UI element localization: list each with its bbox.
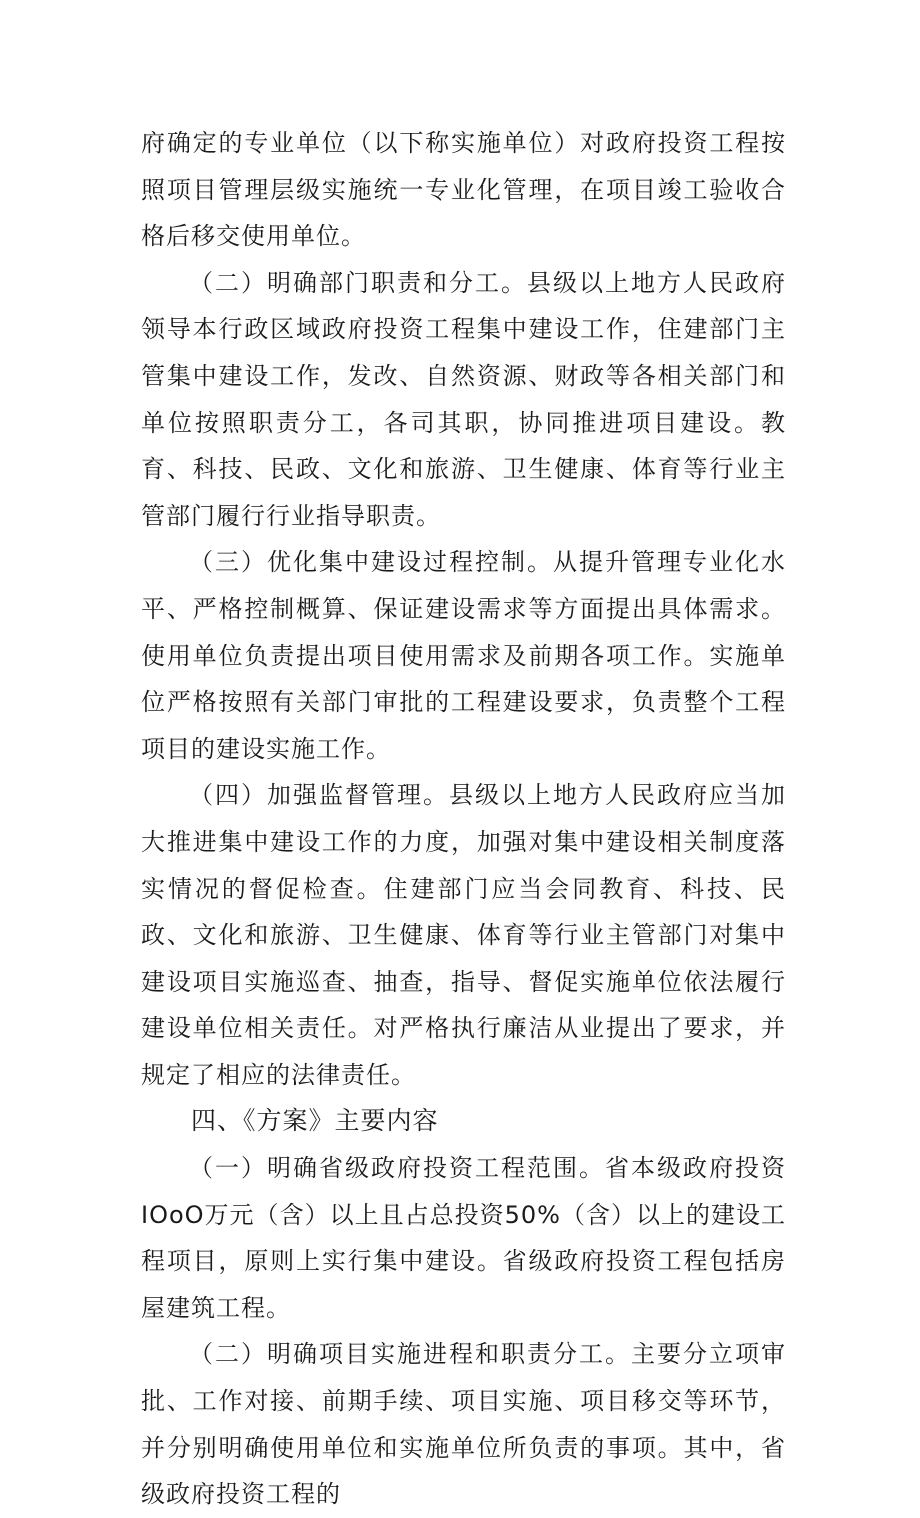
document-body	[141, 120, 786, 1518]
paragraph-continuation: 府确定的专业单位（以下称实施单位）对政府投资工程按照项目管理层级实施统一专业化管理，在项目竣工验收合格后移交使用单位。	[141, 129, 786, 251]
paragraph-process-control: （三）优化集中建设过程控制。从提升管理专业化水平、严格控制概算、保证建设需求等方面提出具体需求。使用单位负责提出项目使用需求及前期各项工作。实施单位严格按照有关部门审批的工程建设要求，负责整个工程项目的建设实施工作。	[141, 548, 786, 763]
section-heading: 四、《方案》主要内容	[191, 1106, 439, 1136]
paragraph-supervision: （四）加强监督管理。县级以上地方人民政府应当加大推进集中建设工作的力度，加强对集中建设相关制度落实情况的督促检查。住建部门应当会同教育、科技、民政、文化和旅游、卫生健康、体育等行业主管部门对集中建设项目实施巡查、抽查，指导、督促实施单位依法履行建设单位相关责任。对严格执行廉洁从业提出了要求，并规定了相应的法律责任。	[141, 781, 786, 1089]
paragraph-scope: （一）明确省级政府投资工程范围。省本级政府投资IOoO万元（含）以上且占总投资50%（含）以上的建设工程项目，原则上实行集中建设。省级政府投资工程包括房屋建筑工程。	[141, 1154, 786, 1322]
paragraph-implementation: （二）明确项目实施进程和职责分工。主要分立项审批、工作对接、前期手续、项目实施、项目移交等环节，并分别明确使用单位和实施单位所负责的事项。其中，省级政府投资工程的	[141, 1340, 786, 1509]
paragraph-department-duties: （二）明确部门职责和分工。县级以上地方人民政府领导本行政区域政府投资工程集中建设工作，住建部门主管集中建设工作，发改、自然资源、财政等各相关部门和单位按照职责分工，各司其职，协同推进项目建设。教育、科技、民政、文化和旅游、卫生健康、体育等行业主管部门履行行业指导职责。	[141, 268, 786, 530]
